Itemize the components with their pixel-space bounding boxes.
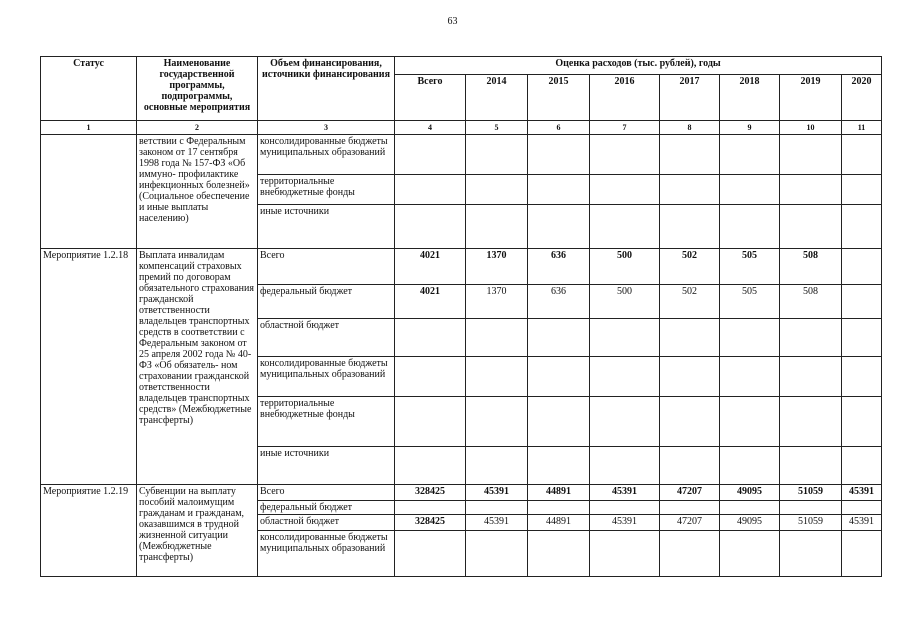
value-cell (466, 175, 528, 205)
value-cell (842, 319, 882, 357)
value-cell (395, 205, 466, 249)
value-cell (590, 531, 660, 577)
value-cell (780, 175, 842, 205)
value-cell: 47207 (660, 485, 720, 501)
value-cell: 4021 (395, 285, 466, 319)
value-cell (720, 205, 780, 249)
value-cell: 1370 (466, 285, 528, 319)
value-cell (780, 135, 842, 175)
value-cell: 45391 (590, 485, 660, 501)
value-cell (590, 397, 660, 447)
value-cell: 328425 (395, 485, 466, 501)
value-cell: 44891 (528, 485, 590, 501)
source-cell: консолидированные бюджеты муниципальных образований (258, 531, 395, 577)
value-cell (395, 357, 466, 397)
value-cell (842, 249, 882, 285)
value-cell (528, 319, 590, 357)
value-cell: 636 (528, 249, 590, 285)
value-cell: 508 (780, 249, 842, 285)
value-cell: 4021 (395, 249, 466, 285)
value-cell (528, 531, 590, 577)
value-cell (720, 135, 780, 175)
value-cell (660, 501, 720, 515)
status-cell (41, 135, 137, 249)
status-cell: Мероприятие 1.2.19 (41, 485, 137, 577)
value-cell: 45391 (842, 485, 882, 501)
value-cell (780, 501, 842, 515)
value-cell (466, 447, 528, 485)
value-cell (842, 205, 882, 249)
header-estimate: Оценка расходов (тыс. рублей), годы (395, 57, 882, 75)
value-cell (842, 501, 882, 515)
value-cell (590, 175, 660, 205)
budget-table (40, 56, 882, 577)
value-cell (395, 501, 466, 515)
value-cell: 505 (720, 285, 780, 319)
header-year-total: Всего (395, 75, 466, 121)
value-cell (395, 447, 466, 485)
value-cell: 45391 (590, 515, 660, 531)
value-cell (720, 319, 780, 357)
value-cell (395, 319, 466, 357)
source-cell: федеральный бюджет (258, 501, 395, 515)
value-cell (780, 531, 842, 577)
value-cell (466, 357, 528, 397)
value-cell (720, 175, 780, 205)
value-cell: 51059 (780, 485, 842, 501)
value-cell (466, 135, 528, 175)
value-cell (660, 175, 720, 205)
value-cell (660, 531, 720, 577)
value-cell (660, 397, 720, 447)
value-cell (395, 531, 466, 577)
column-number: 9 (720, 121, 780, 135)
column-number: 2 (137, 121, 258, 135)
activity-name-cell: ветствии с Федеральным законом от 17 сентября 1998 года № 157-ФЗ «Об иммуно- профилактике инфекционных болезней» (Социальное обеспечение и иные выплаты населению) (137, 135, 258, 249)
header-year-2019: 2019 (780, 75, 842, 121)
value-cell (466, 501, 528, 515)
header-status: Статус (41, 57, 137, 121)
value-cell (720, 397, 780, 447)
value-cell (466, 531, 528, 577)
value-cell (720, 531, 780, 577)
value-cell (720, 357, 780, 397)
value-cell (842, 357, 882, 397)
column-number: 1 (41, 121, 137, 135)
value-cell (842, 531, 882, 577)
status-cell: Мероприятие 1.2.18 (41, 249, 137, 485)
value-cell: 505 (720, 249, 780, 285)
value-cell: 44891 (528, 515, 590, 531)
column-number: 8 (660, 121, 720, 135)
column-number: 11 (842, 121, 882, 135)
source-cell: консолидированные бюджеты муниципальных образований (258, 357, 395, 397)
value-cell: 47207 (660, 515, 720, 531)
source-cell: Всего (258, 485, 395, 501)
value-cell (395, 135, 466, 175)
value-cell (466, 319, 528, 357)
source-cell: иные источники (258, 205, 395, 249)
table-row (41, 249, 882, 285)
source-cell: областной бюджет (258, 319, 395, 357)
value-cell (660, 135, 720, 175)
value-cell: 49095 (720, 515, 780, 531)
value-cell: 45391 (466, 515, 528, 531)
header-year-2018: 2018 (720, 75, 780, 121)
value-cell (466, 397, 528, 447)
value-cell: 328425 (395, 515, 466, 531)
value-cell: 1370 (466, 249, 528, 285)
value-cell: 51059 (780, 515, 842, 531)
column-number: 10 (780, 121, 842, 135)
header-year-2016: 2016 (590, 75, 660, 121)
value-cell (590, 357, 660, 397)
value-cell (780, 357, 842, 397)
value-cell (528, 205, 590, 249)
value-cell (466, 205, 528, 249)
header-year-2014: 2014 (466, 75, 528, 121)
value-cell (590, 501, 660, 515)
value-cell: 508 (780, 285, 842, 319)
page-number: 63 (447, 16, 458, 27)
header-year-2015: 2015 (528, 75, 590, 121)
value-cell (842, 397, 882, 447)
source-cell: Всего (258, 249, 395, 285)
source-cell: областной бюджет (258, 515, 395, 531)
activity-name-cell: Субвенции на выплату пособий малоимущим гражданам и гражданам, оказавшимся в трудной жизненной ситуации (Межбюджетные трансферты) (137, 485, 258, 577)
value-cell (780, 205, 842, 249)
column-number: 4 (395, 121, 466, 135)
value-cell (590, 447, 660, 485)
value-cell (720, 501, 780, 515)
value-cell (842, 285, 882, 319)
value-cell: 636 (528, 285, 590, 319)
value-cell (395, 397, 466, 447)
value-cell (528, 135, 590, 175)
value-cell (660, 357, 720, 397)
source-cell: федеральный бюджет (258, 285, 395, 319)
table-row (41, 485, 882, 501)
column-number: 7 (590, 121, 660, 135)
value-cell (780, 447, 842, 485)
value-cell: 502 (660, 285, 720, 319)
header-name: Наименование государственной программы, подпрограммы, основные мероприятия (137, 57, 258, 121)
value-cell (842, 135, 882, 175)
value-cell (842, 175, 882, 205)
value-cell (720, 447, 780, 485)
value-cell (528, 501, 590, 515)
table-row (41, 135, 882, 175)
value-cell (780, 319, 842, 357)
source-cell: иные источники (258, 447, 395, 485)
value-cell (660, 447, 720, 485)
value-cell (590, 205, 660, 249)
activity-name-cell: Выплата инвалидам компенсаций страховых премий по договорам обязательного страхования гражданской ответственности владельцев транспортных средств в соответствии с Федеральным законом от 25 апреля 2002 года № 40-ФЗ «Об обязатель- ном страховании гражданской ответственности владельцев транспортных средств» (Межбюджетные трансферты) (137, 249, 258, 485)
value-cell (660, 205, 720, 249)
value-cell (528, 447, 590, 485)
value-cell: 500 (590, 285, 660, 319)
value-cell (590, 319, 660, 357)
source-cell: территориальные внебюджетные фонды (258, 175, 395, 205)
value-cell (590, 135, 660, 175)
value-cell (780, 397, 842, 447)
column-number: 6 (528, 121, 590, 135)
value-cell (528, 397, 590, 447)
value-cell (842, 447, 882, 485)
header-year-2020: 2020 (842, 75, 882, 121)
value-cell (528, 357, 590, 397)
value-cell (395, 175, 466, 205)
header-volume: Объем финансирования, источники финансирования (258, 57, 395, 121)
value-cell: 500 (590, 249, 660, 285)
source-cell: территориальные внебюджетные фонды (258, 397, 395, 447)
value-cell (660, 319, 720, 357)
column-number: 5 (466, 121, 528, 135)
header-year-2017: 2017 (660, 75, 720, 121)
value-cell: 49095 (720, 485, 780, 501)
source-cell: консолидированные бюджеты муниципальных образований (258, 135, 395, 175)
value-cell: 45391 (842, 515, 882, 531)
column-number: 3 (258, 121, 395, 135)
value-cell: 502 (660, 249, 720, 285)
value-cell: 45391 (466, 485, 528, 501)
value-cell (528, 175, 590, 205)
